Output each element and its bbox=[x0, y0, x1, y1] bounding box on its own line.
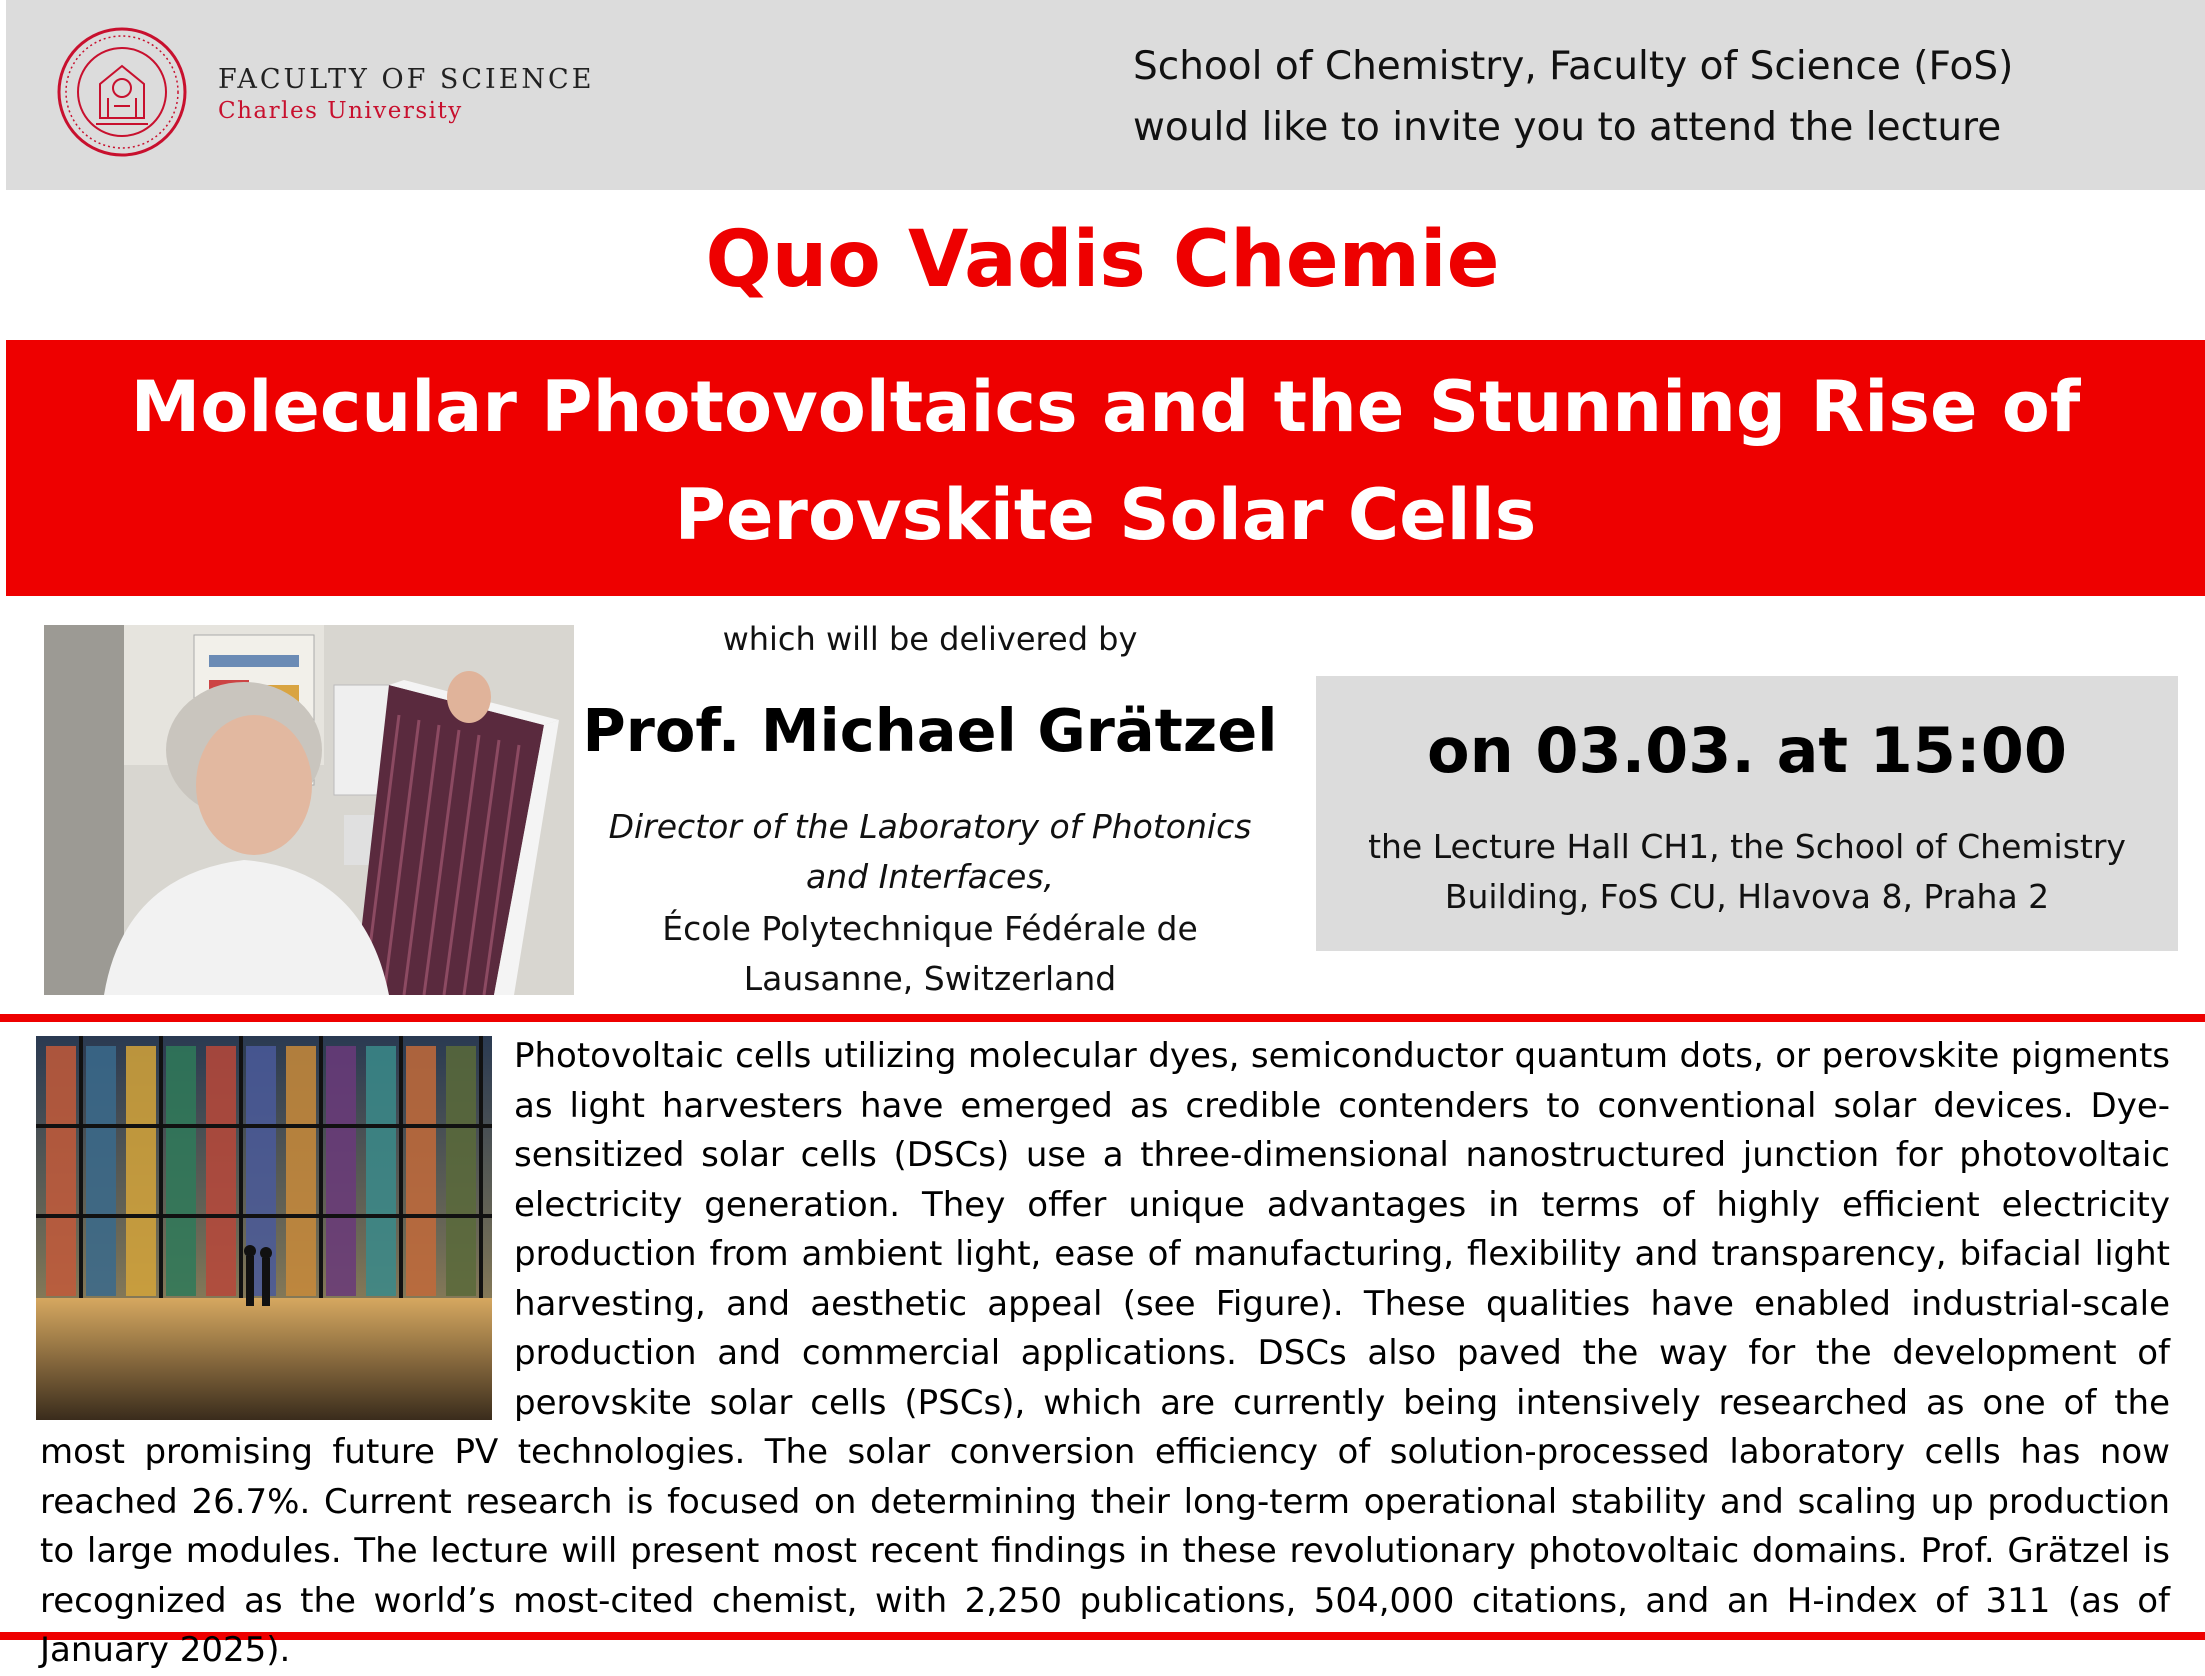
faculty-name: FACULTY OF SCIENCE bbox=[218, 64, 595, 95]
abstract bbox=[40, 1032, 2170, 1676]
lecture-title-band bbox=[6, 340, 2205, 596]
event-info-box bbox=[1316, 676, 2178, 951]
delivered-by-label: which will be delivered by bbox=[722, 620, 1138, 658]
university-name: Charles University bbox=[218, 98, 463, 124]
abstract-text: Photovoltaic cells utilizing molecular dyes, semiconductor quantum dots, or perovskite pigments as light harvesters have emerged as credible contenders to conventional solar devices. Dye-sensitized solar cells (DSCs) use a three-dimensional nanostructured junction for photovoltaic electricity generation. They offer unique advantages in terms of highly efficient electricity production from ambient light, ease of manufacturing, flexibility and transparency, bifacial light harvesting, and aesthetic appeal (see Figure). These qualities have enabled industrial-scale production and commercial applications. DSCs also paved the way for the development of perovskite solar cells (PSCs), which are currently being intensively researched as one of the most promising future PV technologies. The solar conversion efficiency of solution-processed laboratory cells has now reached 26.7%. Current research is focused on determining their long-term operational stability and scaling up production to large modules. The lecture will present most recent findings in these revolutionary photovoltaic domains. Prof. Grätzel is recognized as the world’s most-cited chemist, with 2,250 publications, 504,000 citations, and an H-index of 311 (as of January 2025). bbox=[40, 1036, 2170, 1670]
invitation-line-2: would like to invite you to attend the lecture bbox=[1133, 105, 2002, 150]
invitation-line-1: School of Chemistry, Faculty of Science (FoS) bbox=[1133, 44, 2014, 89]
invitation-text bbox=[1017, 36, 2017, 158]
event-datetime: on 03.03. at 15:00 bbox=[1427, 714, 2067, 787]
lecture-title-line-2: Perovskite Solar Cells bbox=[674, 474, 1537, 556]
speaker-name: Prof. Michael Grätzel bbox=[582, 696, 1278, 765]
lecture-title-line-1: Molecular Photovoltaics and the Stunning Rise of bbox=[130, 366, 2081, 448]
event-venue: the Lecture Hall CH1, the School of Chemistry Building, FoS CU, Hlavova 8, Praha 2 bbox=[1368, 827, 2126, 916]
university-seal-logo bbox=[56, 26, 188, 158]
speaker-institution: École Polytechnique Fédérale de Lausanne, Switzerland bbox=[662, 909, 1198, 998]
top-divider bbox=[0, 1014, 2205, 1022]
header-bar bbox=[6, 0, 2205, 190]
series-title: Quo Vadis Chemie bbox=[705, 215, 1500, 305]
speaker-photo bbox=[44, 625, 574, 995]
solar-facade-photo bbox=[36, 1036, 492, 1420]
speaker-role: Director of the Laboratory of Photonics and Interfaces, bbox=[608, 807, 1252, 896]
